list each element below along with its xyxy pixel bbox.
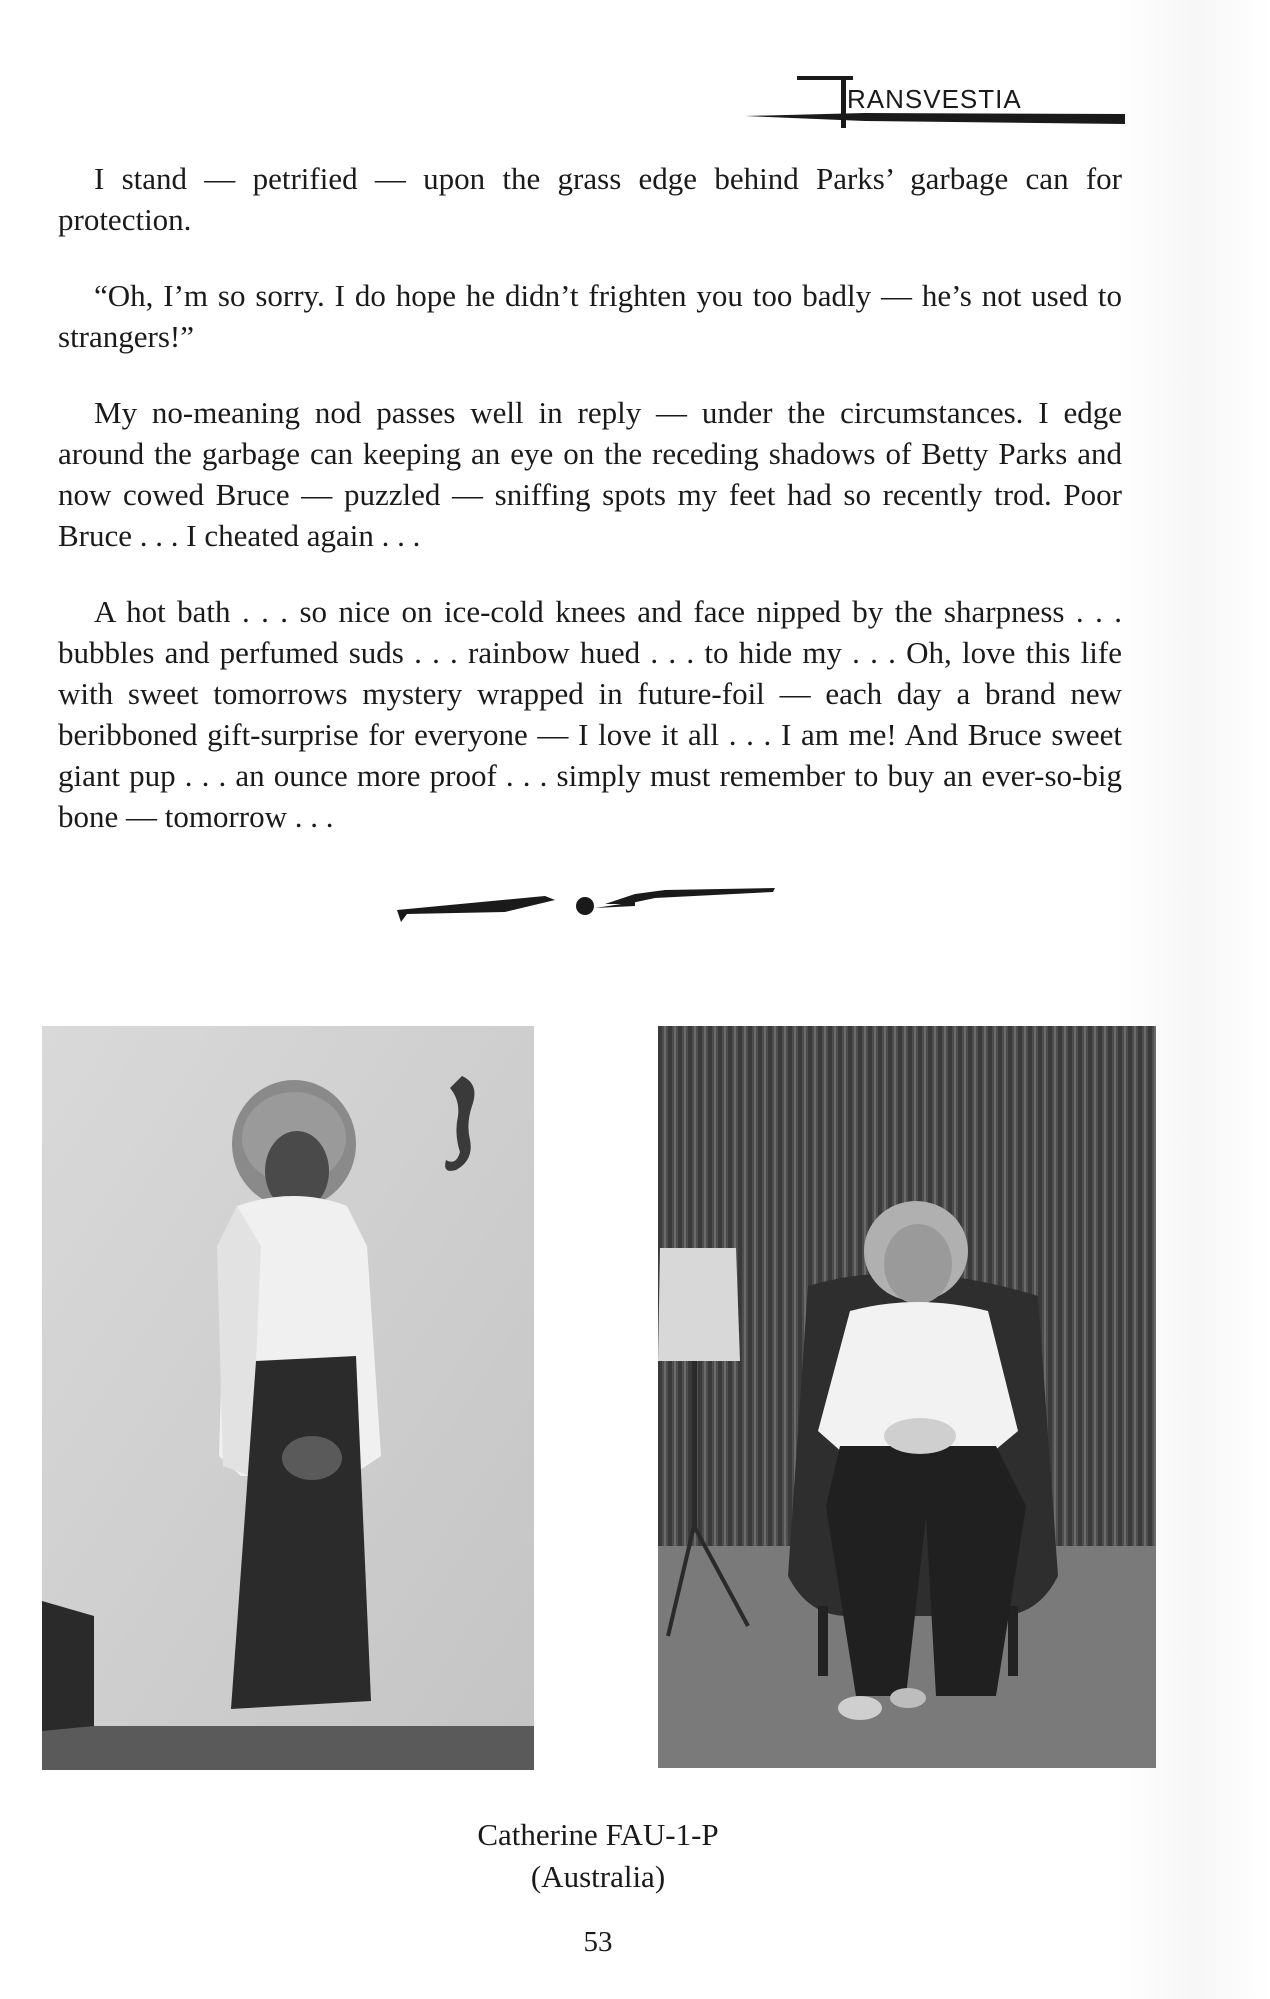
photo-standing-figure	[42, 1026, 534, 1770]
article-body	[58, 158, 1122, 872]
page-number: 53	[583, 1926, 613, 1958]
caption-name: Catherine FAU-1-P	[477, 1817, 719, 1852]
standing-figure-photo	[42, 1026, 534, 1770]
running-header	[745, 72, 1125, 132]
paragraph: “Oh, I’m so sorry. I do hope he didn’t frighten you too badly — he’s not used to strangers!”	[58, 278, 1122, 354]
arrow-ornament-icon	[395, 878, 775, 928]
paragraph: I stand — petrified — upon the grass edge behind Parks’ garbage can for protection.	[58, 161, 1122, 237]
paragraph: My no-meaning nod passes well in reply — under the circumstances. I edge around the garbage can keeping an eye on the receding shadows of Betty Parks and now cowed Bruce — puzzled — sniffing spots my feet had so recently trod. Poor Bruce . . . I cheated again . . .	[58, 395, 1122, 553]
caption-location: (Australia)	[530, 1859, 666, 1894]
section-divider-ornament	[395, 878, 775, 928]
seated-figure-photo	[658, 1026, 1156, 1768]
paragraph: A hot bath . . . so nice on ice-cold knees and face nipped by the sharpness . . . bubbles and perfumed suds . . . rainbow hued . . . to hide my . . . Oh, love this life with sweet tomorrows mystery wrapped in future-foil — each day a brand new beribboned gift-surprise for everyone — I love it all . . . I am me! And Bruce sweet giant pup . . . an ounce more proof . . . simply must remember to buy an ever-so-big bone — tomorrow . . .	[58, 594, 1122, 834]
photo-seated-figure	[658, 1026, 1156, 1768]
photo-caption	[0, 1814, 1196, 1898]
header-title: RANSVESTIA	[847, 84, 1022, 114]
